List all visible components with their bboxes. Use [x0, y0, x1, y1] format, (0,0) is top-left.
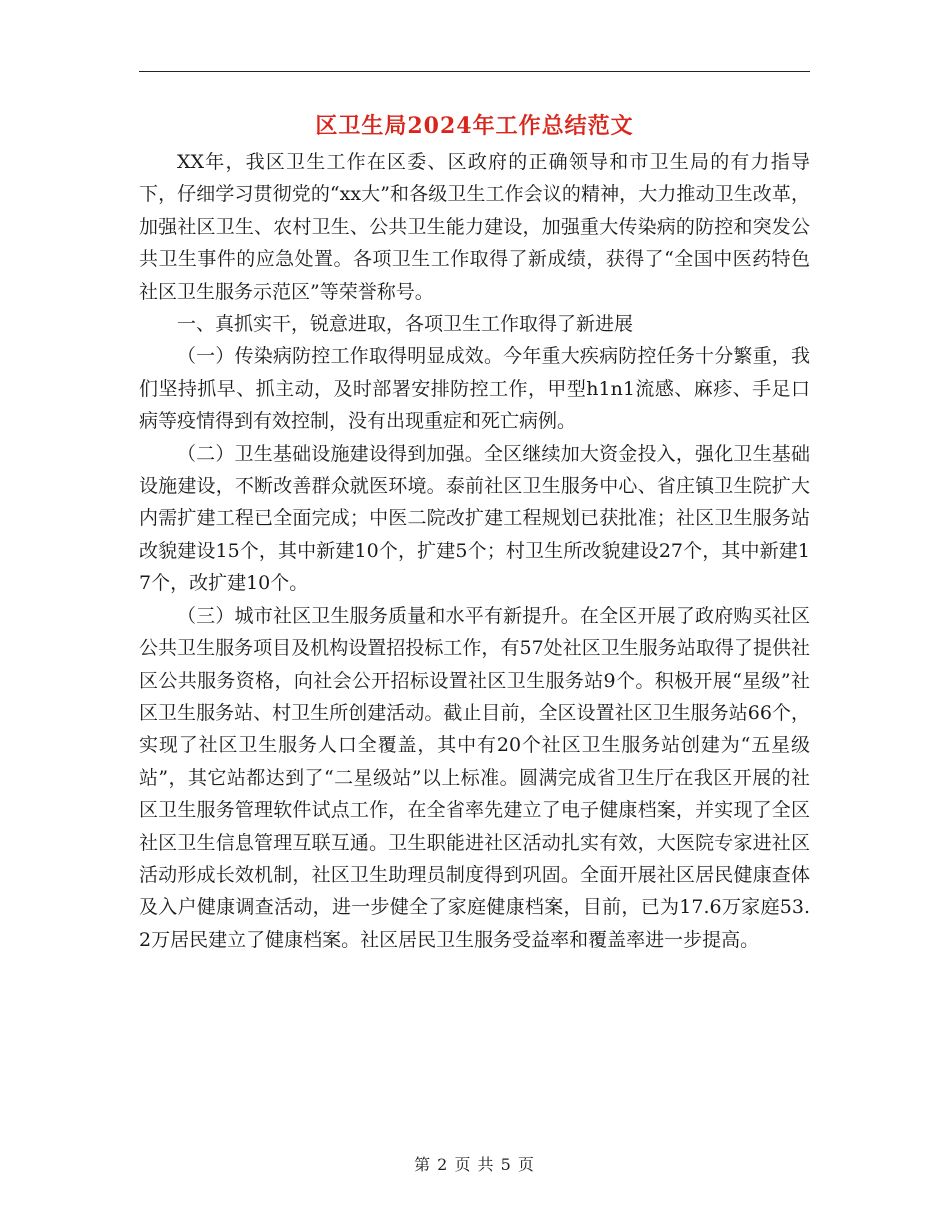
paragraph-disease-control: （一）传染病防控工作取得明显成效。今年重大疾病防控任务十分繁重，我们坚持抓早、抓主动，及时部署安排防控工作，甲型h1n1流感、麻疹、手足口病等疫情得到有效控制，没有出现重症和死亡病例。 [139, 345, 810, 433]
paragraph-community-service: （三）城市社区卫生服务质量和水平有新提升。在全区开展了政府购买社区公共卫生服务项目及机构设置招投标工作，有57处社区卫生服务站取得了提供社区公共服务资格，向社会公开招标设置社区卫生服务站9个。积极开展“星级”社区卫生服务站、村卫生所创建活动。截止目前，全区设置社区卫生服务站66个，实现了社区卫生服务人口全覆盖，其中有20个社区卫生服务站创建为“五星级站”，其它站都达到了“二星级站”以上标准。圆满完成省卫生厅在我区开展的社区卫生服务管理软件试点工作，在全省率先建立了电子健康档案，并实现了全区社区卫生信息管理互联互通。卫生职能进社区活动扎实有效，大医院专家进社区活动形成长效机制，社区卫生助理员制度得到巩固。全面开展社区居民健康查体及入户健康调查活动，进一步健全了家庭健康档案，目前，已为17.6万家庭53.2万居民建立了健康档案。社区居民卫生服务受益率和覆盖率进一步提高。 [139, 604, 810, 951]
paragraph-infrastructure: （二）卫生基础设施建设得到加强。全区继续加大资金投入，强化卫生基础设施建设，不断改善群众就医环境。泰前社区卫生服务中心、省庄镇卫生院扩大内需扩建工程已全面完成；中医二院改扩建工程规划已获批准；社区卫生服务站改貌建设15个，其中新建10个，扩建5个；村卫生所改貌建设27个，其中新建17个，改扩建10个。 [139, 442, 810, 595]
document-body [139, 146, 810, 956]
header-rule [139, 71, 810, 72]
section-heading-1: 一、真抓实干，锐意进取，各项卫生工作取得了新进展 [177, 313, 634, 336]
page-footer [139, 1152, 810, 1175]
page-number: 第 2 页 共 5 页 [414, 1155, 535, 1174]
document-title: 区卫生局2024年工作总结范文 [315, 113, 634, 139]
paragraph-intro: XX年，我区卫生工作在区委、区政府的正确领导和市卫生局的有力指导下，仔细学习贯彻党的“xx大”和各级卫生工作会议的精神，大力推动卫生改革，加强社区卫生、农村卫生、公共卫生能力建设，加强重大传染病的防控和突发公共卫生事件的应急处置。各项卫生工作取得了新成绩，获得了“全国中医药特色社区卫生服务示范区”等荣誉称号。 [139, 151, 810, 303]
